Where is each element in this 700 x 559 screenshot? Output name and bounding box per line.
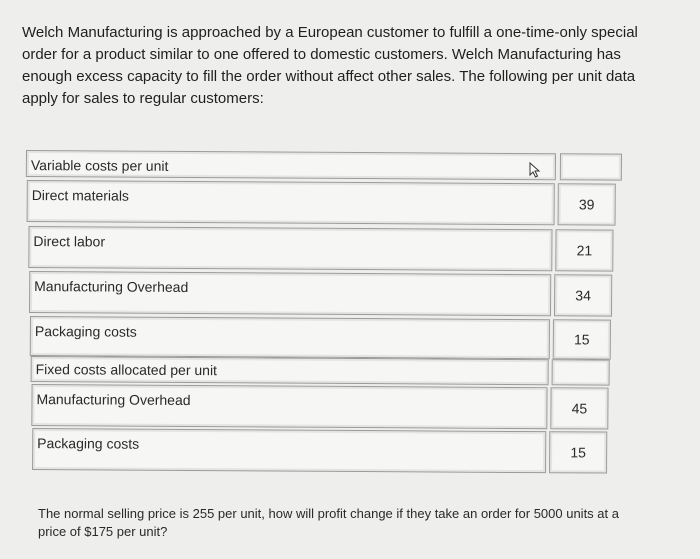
table-row-value xyxy=(560,153,622,180)
intro-paragraph: Welch Manufacturing is approached by a European customer to fulfill a one-time-only special order for a product similar to one offered to domestic customers. Welch Manufacturing has enough excess capacity to fill the order without affect other sales. The following per unit data apply for sales to regular customers: xyxy=(22,24,638,107)
table-row-value xyxy=(552,359,610,385)
table-row-label: Packaging costs xyxy=(30,316,550,359)
table-row-label: Variable costs per unit xyxy=(26,150,556,180)
table-row-label: Direct materials xyxy=(27,180,555,225)
table-row-label: Fixed costs allocated per unit xyxy=(31,356,549,385)
table-row-value: 21 xyxy=(555,229,613,271)
table-row-label: Manufacturing Overhead xyxy=(29,271,551,316)
table-row-value: 15 xyxy=(553,319,611,359)
question-paragraph: The normal selling price is 255 per unit, how will profit change if they take an order for 5000 units at a price of $175 per unit? xyxy=(38,506,619,539)
table-row-label: Direct labor xyxy=(28,226,552,271)
table-row-value: 39 xyxy=(558,183,616,225)
mouse-pointer-icon xyxy=(528,162,542,183)
table-row-value: 34 xyxy=(554,274,612,316)
table-row-label: Manufacturing Overhead xyxy=(31,384,547,429)
table-row-label: Packaging costs xyxy=(32,428,546,473)
table-row-value: 15 xyxy=(549,431,607,473)
table-row-value: 45 xyxy=(550,387,608,429)
cost-table xyxy=(26,150,626,461)
